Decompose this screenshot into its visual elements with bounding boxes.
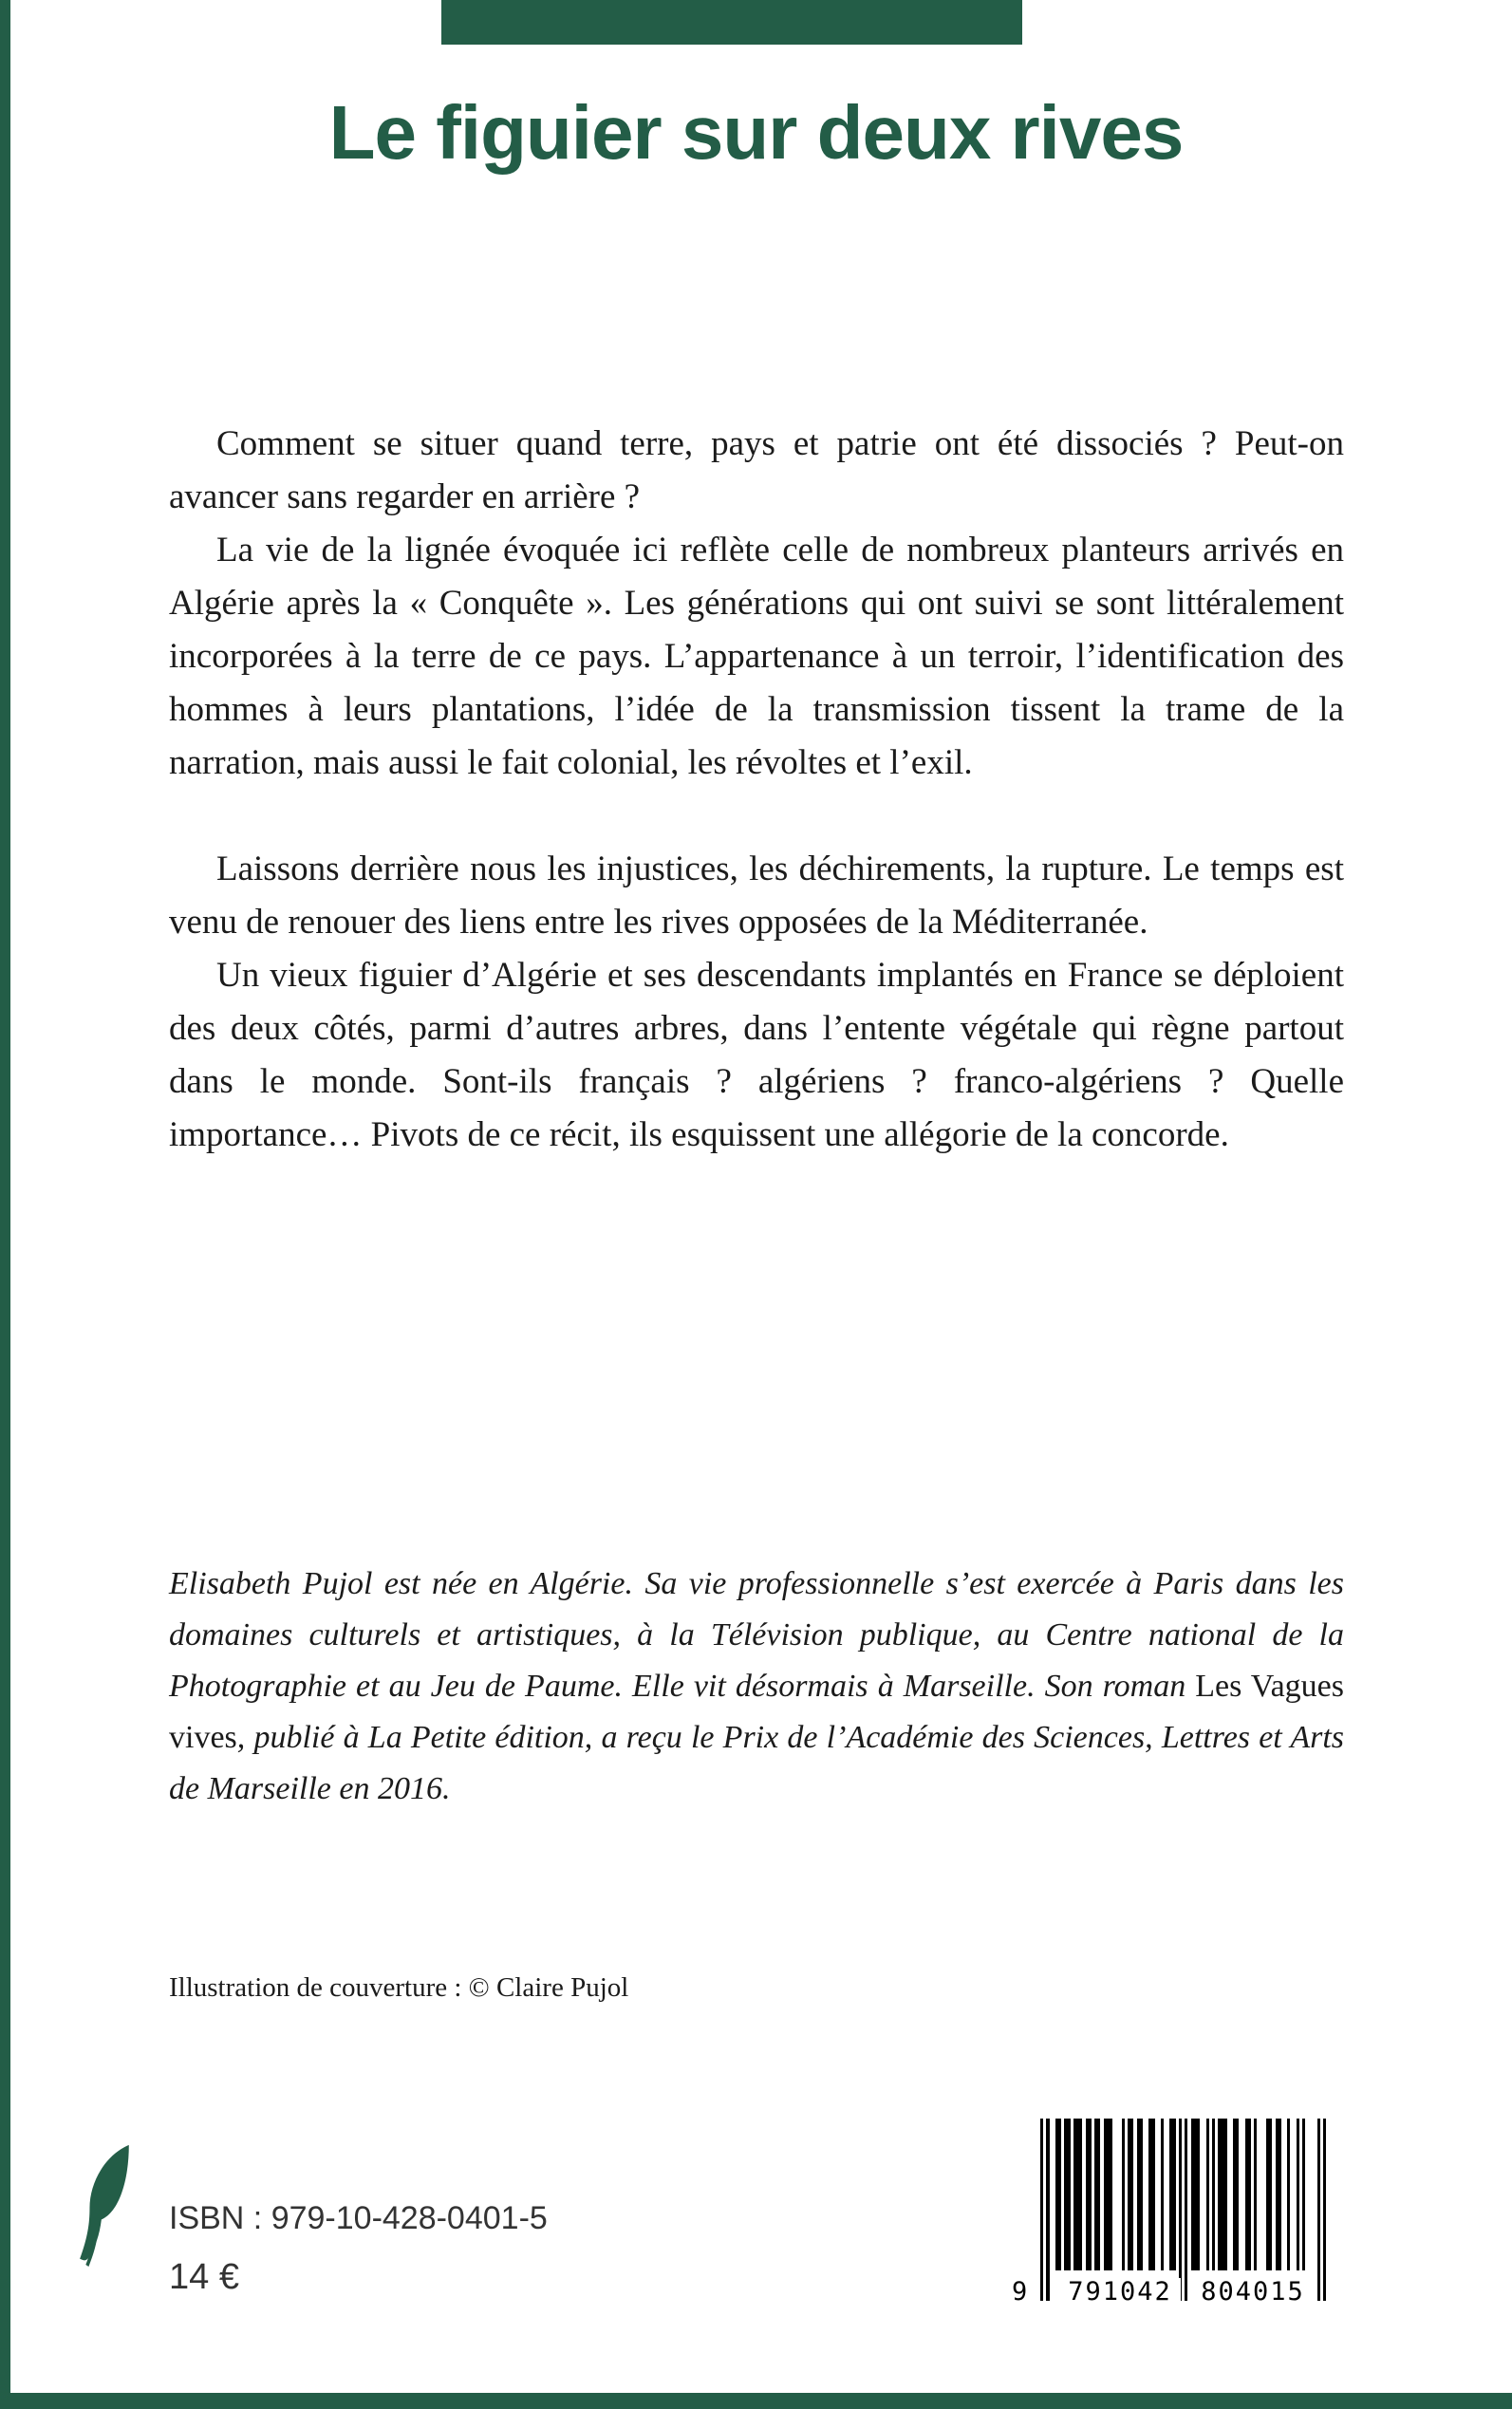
barcode-bar xyxy=(1040,2119,1043,2301)
barcode-bar xyxy=(1128,2119,1133,2270)
barcode-bar xyxy=(1302,2119,1305,2270)
barcode-bar xyxy=(1191,2119,1201,2270)
synopsis-paragraph-2: La vie de la lignée évoquée ici reflète celle de nombreux planteurs arrivés en Algérie après la « Conquête ». Les générations qui ont suivi se sont littéralement incorporées à la terre de ce pays. L’appartenance à un terroir, l’identification des hommes à leurs plantations, l’idée de la transmission tissent la trame de la narration, mais aussi le fait colonial, les révoltes et l’exil. xyxy=(169,531,1344,782)
barcode-bar xyxy=(1169,2119,1175,2270)
barcode-bar xyxy=(1055,2119,1061,2270)
barcode-bar xyxy=(1161,2119,1164,2270)
author-bio xyxy=(169,1559,1344,1815)
synopsis-paragraph-1: Comment se situer quand terre, pays et patrie ont été dissociés ? Peut-on avancer sans regarder en arrière ? xyxy=(169,424,1344,516)
cover-illustration-credit: Illustration de couverture : © Claire Pujol xyxy=(169,1972,629,2003)
barcode-bar xyxy=(1185,2119,1187,2301)
barcode-bars xyxy=(1040,2119,1327,2301)
barcode-bar xyxy=(1073,2119,1083,2270)
barcode-bar xyxy=(1276,2119,1281,2270)
barcode-bar xyxy=(1064,2119,1070,2270)
barcode-bar xyxy=(1218,2119,1227,2270)
barcode-bar xyxy=(1179,2119,1182,2301)
spine-strip xyxy=(0,0,10,2409)
barcode-bar xyxy=(1317,2119,1320,2301)
barcode-bar xyxy=(1233,2119,1239,2270)
bottom-strip xyxy=(0,2393,1512,2409)
barcode-bar xyxy=(1297,2119,1299,2270)
barcode-bar xyxy=(1323,2119,1326,2301)
barcode xyxy=(1010,2113,1336,2306)
barcode-bar xyxy=(1122,2119,1125,2270)
isbn: ISBN : 979-10-428-0401-5 xyxy=(169,2200,548,2236)
barcode-bar xyxy=(1245,2119,1251,2270)
price: 14 € xyxy=(169,2257,239,2297)
barcode-bar xyxy=(1206,2119,1209,2270)
top-green-block xyxy=(441,0,1022,45)
bio-text-after: , publié à La Petite édition, a reçu le Prix de l’Académie des Sciences, Lettres et Arts de Marseille en 2016. xyxy=(169,1720,1344,1806)
barcode-bar xyxy=(1104,2119,1113,2270)
synopsis-paragraph-3: Laissons derrière nous les injustices, les déchirements, la rupture. Le temps est venu de renouer des liens entre les rives opposées de la Méditerranée. xyxy=(169,850,1344,942)
barcode-digit-group-left: 791042 xyxy=(1059,2278,1181,2306)
barcode-bar xyxy=(1086,2119,1092,2270)
barcode-bar xyxy=(1137,2119,1143,2270)
synopsis-paragraph-4: Un vieux figuier d’Algérie et ses descendants implantés en France se déploient des deux côtés, parmi d’autres arbres, dans l’entente végétale qui règne partout dans le monde. Sont-ils français ? algériens ? franco-algériens ? Quelle importance… Pivots de ce récit, ils esquissent une allégorie de la concorde. xyxy=(169,956,1344,1154)
barcode-digit-group-lead: 9 xyxy=(1012,2277,1028,2307)
barcode-digit-group-right: 804015 xyxy=(1192,2278,1314,2306)
bio-text-before: Elisabeth Pujol est née en Algérie. Sa vie professionnelle s’est exercée à Paris dans les domaines culturels et artistiques, à la Télévision publique, au Centre national de la Photographie et au Jeu de Paume. Elle vit désormais à Marseille. Son roman xyxy=(169,1566,1344,1704)
barcode-bar xyxy=(1287,2119,1290,2270)
barcode-bar xyxy=(1212,2119,1215,2270)
barcode-bar xyxy=(1046,2119,1049,2301)
bio-cited-book-title: Les Vagues vives xyxy=(169,1669,1344,1755)
barcode-bar xyxy=(1148,2119,1154,2270)
barcode-bar xyxy=(1266,2119,1272,2270)
publisher-feather-logo xyxy=(76,2132,135,2282)
barcode-bar xyxy=(1254,2119,1257,2270)
barcode-bar xyxy=(1094,2119,1100,2270)
book-title: Le figuier sur deux rives xyxy=(328,90,1184,175)
synopsis xyxy=(169,418,1344,1162)
